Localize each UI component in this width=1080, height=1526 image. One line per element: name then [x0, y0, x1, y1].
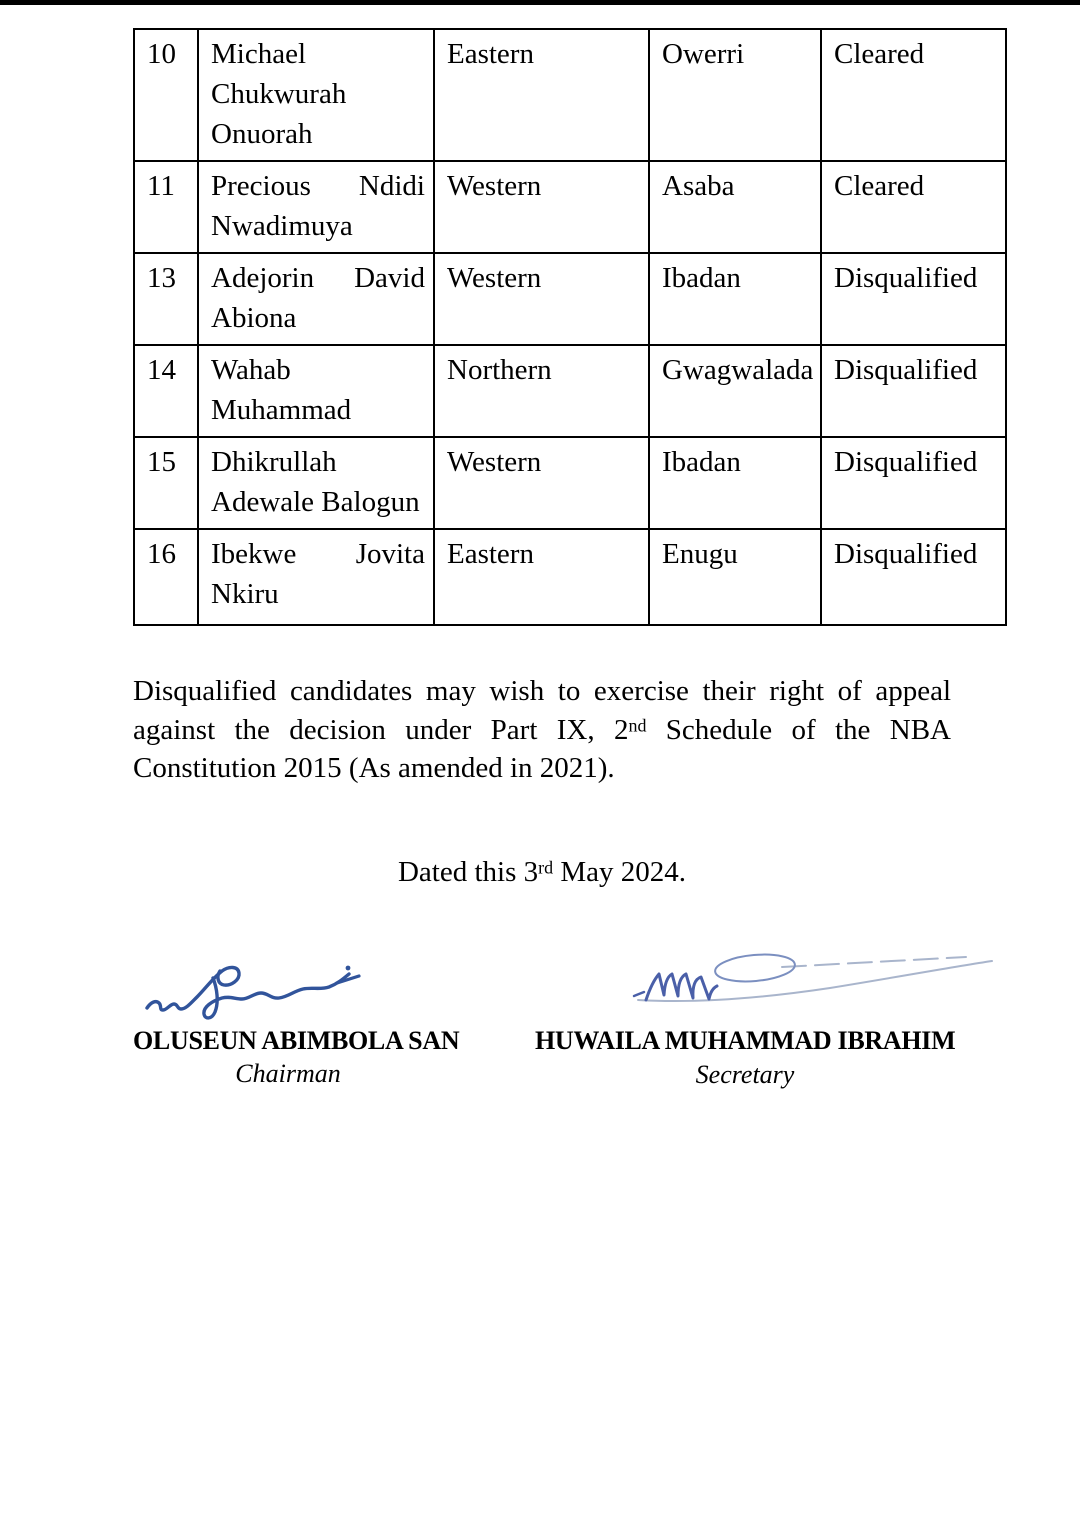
- appeal-paragraph: [133, 672, 951, 788]
- cell-status: Disqualified: [821, 345, 1006, 437]
- cell-name: Adejorin David Abiona: [198, 253, 434, 345]
- cell-region: Eastern: [434, 29, 649, 161]
- cell-region: Western: [434, 161, 649, 253]
- cell-city: Asaba: [649, 161, 821, 253]
- cell-city: Enugu: [649, 529, 821, 625]
- cell-status: Disqualified: [821, 253, 1006, 345]
- cell-serial: 14: [134, 345, 198, 437]
- cell-name: Wahab Muhammad: [198, 345, 434, 437]
- ordinal-superscript: rd: [538, 857, 554, 878]
- chairman-title: Chairman: [235, 1059, 341, 1088]
- cell-region: Eastern: [434, 529, 649, 625]
- table-row: [134, 529, 1006, 625]
- cell-city: Ibadan: [649, 437, 821, 529]
- table-row: [134, 29, 1006, 161]
- cell-region: Western: [434, 437, 649, 529]
- cell-status: Cleared: [821, 29, 1006, 161]
- secretary-title: Secretary: [695, 1060, 795, 1089]
- page-top-divider: [0, 0, 1080, 5]
- chairman-name: OLUSEUN ABIMBOLA SAN: [133, 1026, 460, 1055]
- table-row: [134, 161, 1006, 253]
- cell-name: Precious Ndidi Nwadimuya: [198, 161, 434, 253]
- cell-serial: 15: [134, 437, 198, 529]
- table-row: [134, 253, 1006, 345]
- candidates-table: [133, 28, 1007, 626]
- cell-region: Northern: [434, 345, 649, 437]
- cell-city: Owerri: [649, 29, 821, 161]
- dated-line: [133, 853, 951, 891]
- dated-text-before-sup: Dated this 3: [397, 856, 539, 888]
- secretary-name: HUWAILA MUHAMMAD IBRAHIM: [535, 1026, 956, 1055]
- dated-text-after-sup: May 2024.: [553, 856, 687, 888]
- secretary-signature-icon: [630, 950, 1000, 1010]
- table-row: [134, 437, 1006, 529]
- chairman-signature-icon: [141, 958, 376, 1024]
- cell-status: Cleared: [821, 161, 1006, 253]
- appeal-text-before-sup: Disqualified candidates may wish to exercise their right of appeal against the decision under Part IX, 2: [133, 675, 951, 746]
- cell-city: Ibadan: [649, 253, 821, 345]
- cell-name: Dhikrullah Adewale Balogun: [198, 437, 434, 529]
- appeal-text-after-sup: Schedule of the NBA Constitution 2015 (As amended in 2021).: [133, 713, 951, 784]
- chairman-signature-block: [133, 958, 463, 1108]
- cell-status: Disqualified: [821, 437, 1006, 529]
- cell-name: Ibekwe Jovita Nkiru: [198, 529, 434, 625]
- cell-status: Disqualified: [821, 529, 1006, 625]
- secretary-signature-block: [535, 948, 965, 1108]
- cell-serial: 16: [134, 529, 198, 625]
- cell-serial: 11: [134, 161, 198, 253]
- table-row: [134, 345, 1006, 437]
- cell-serial: 10: [134, 29, 198, 161]
- cell-serial: 13: [134, 253, 198, 345]
- cell-name: Michael Chukwurah Onuorah: [198, 29, 434, 161]
- cell-city: Gwagwalada: [649, 345, 821, 437]
- cell-region: Western: [434, 253, 649, 345]
- ordinal-superscript: nd: [628, 714, 647, 735]
